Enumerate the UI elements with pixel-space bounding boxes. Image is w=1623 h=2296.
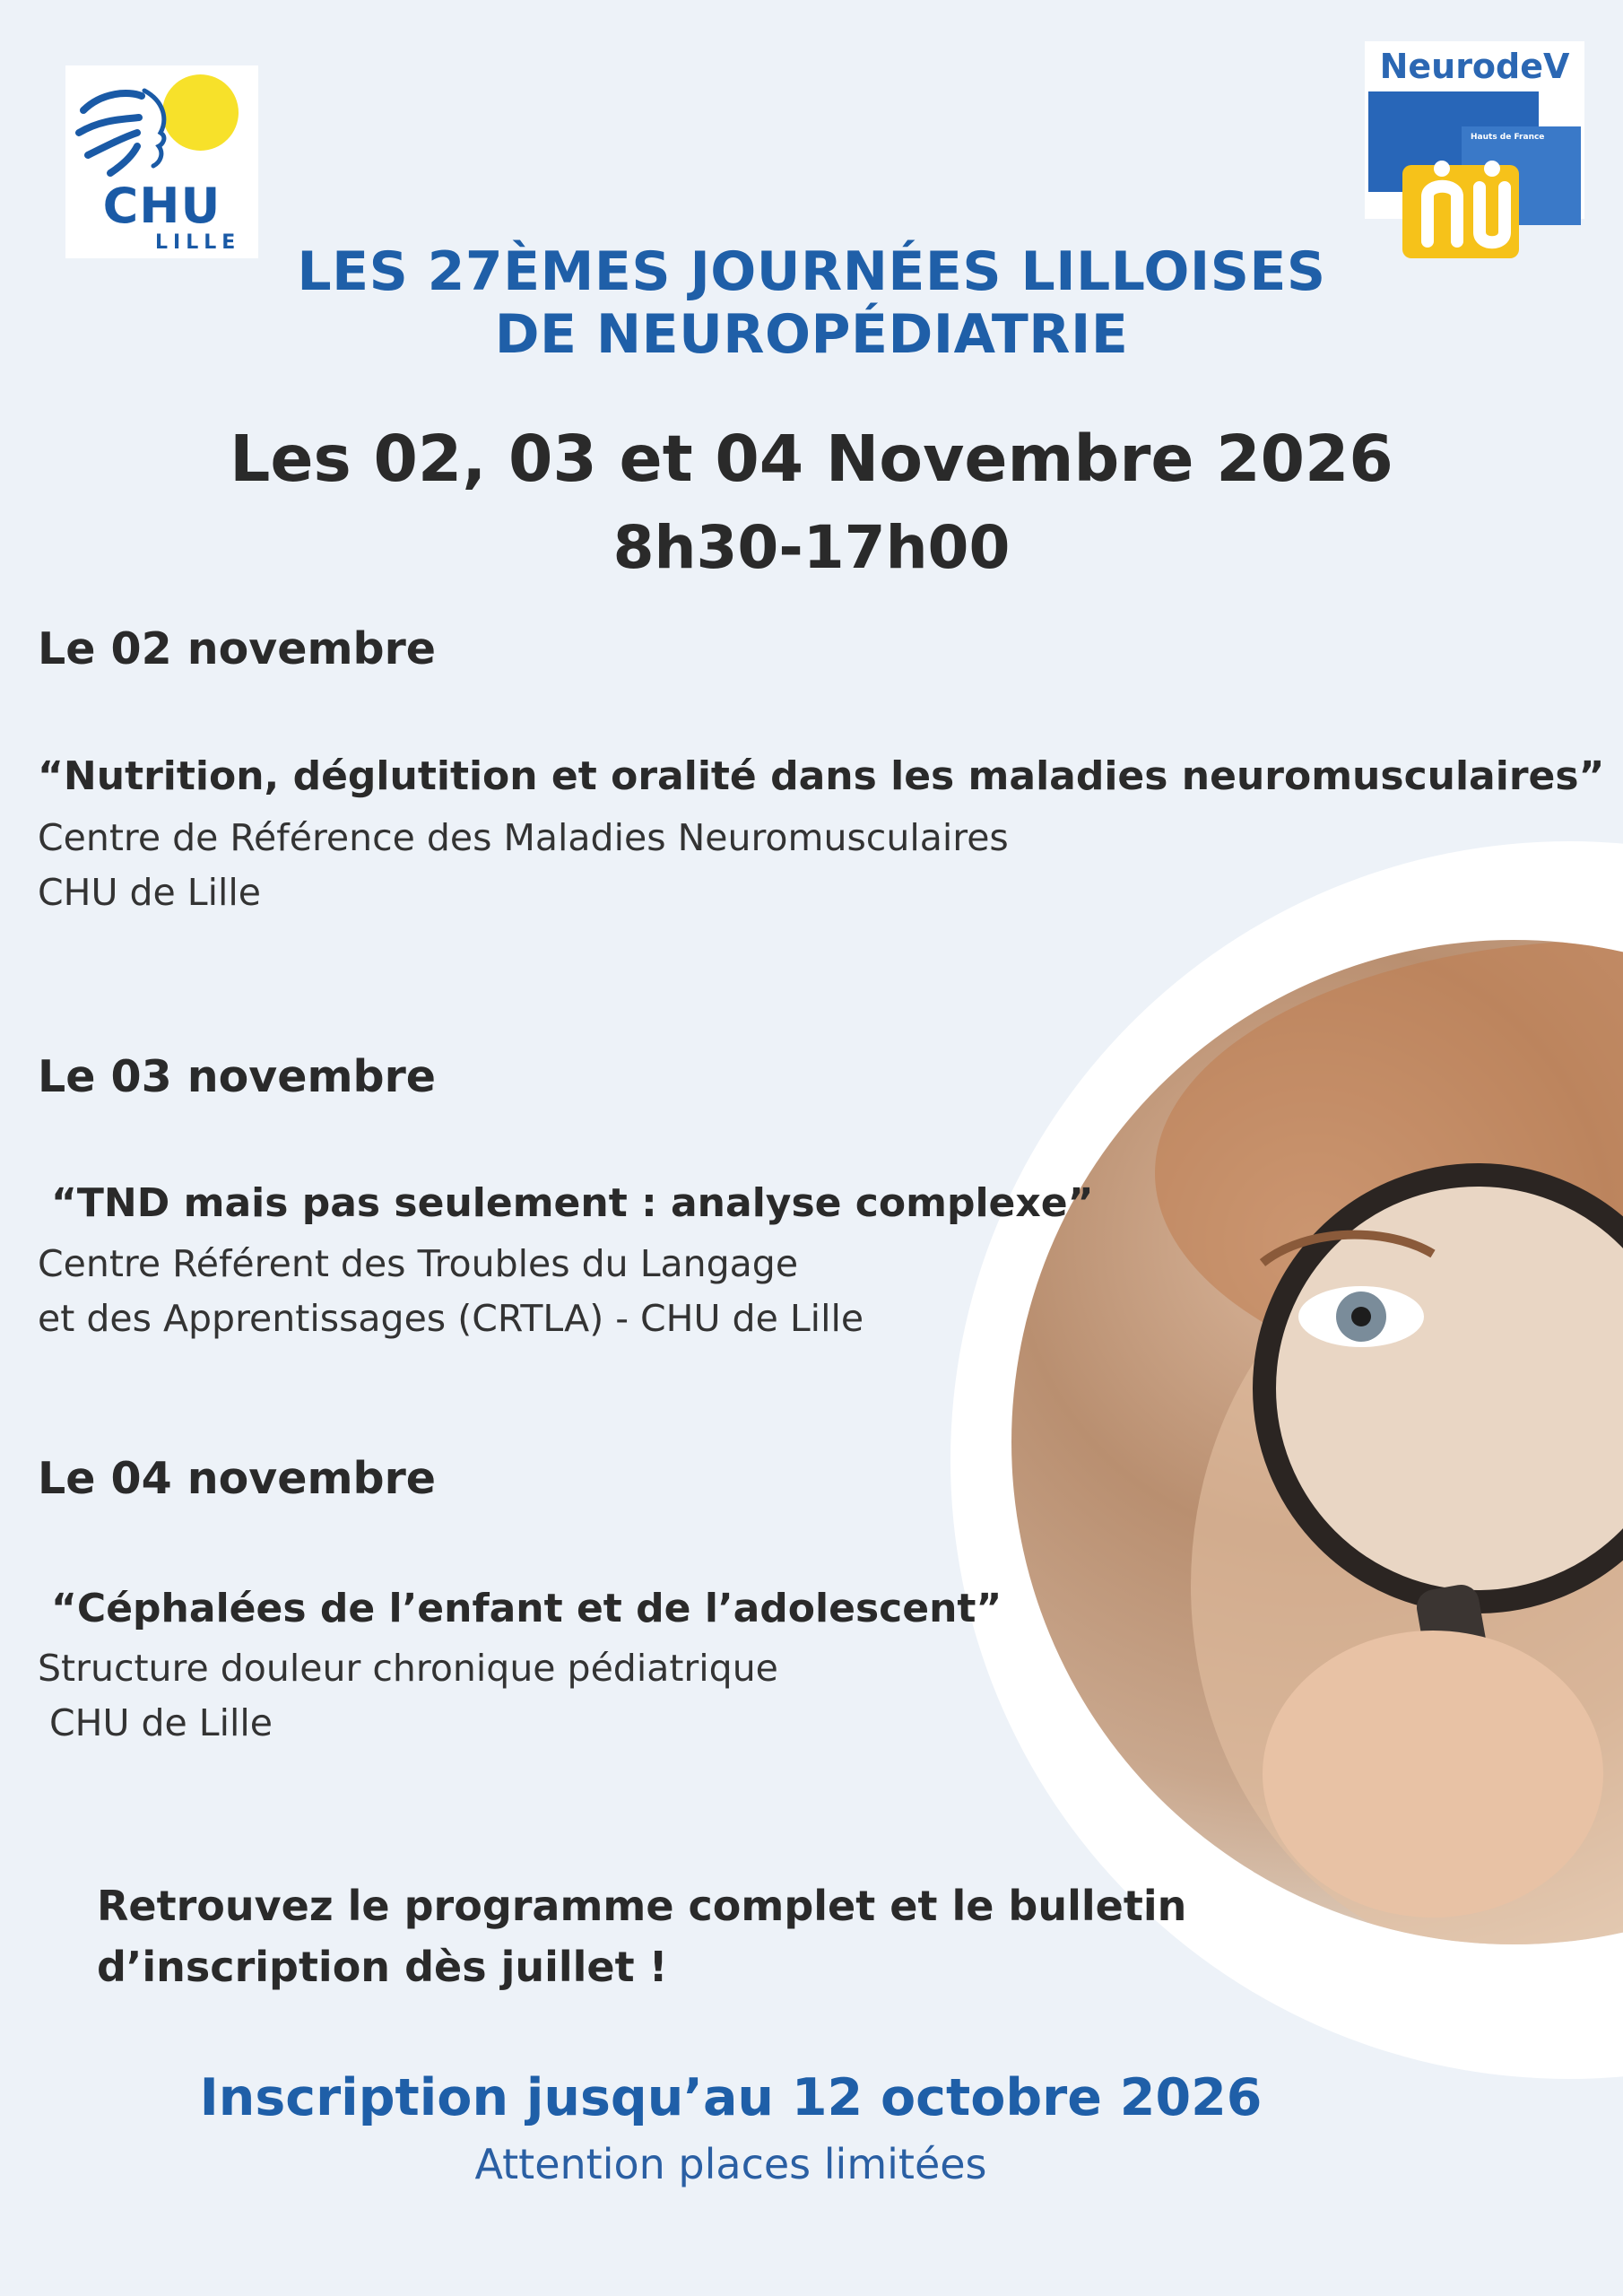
event-title-line2: DE NEUROPÉDIATRIE — [494, 303, 1129, 366]
limited-places-note: Attention places limitées — [474, 2140, 987, 2188]
day-heading-02: Le 02 novembre — [38, 623, 437, 674]
program-announcement-line1: Retrouvez le programme complet et le bulletin — [97, 1882, 1187, 1930]
program-announcement-line2: d’inscription dès juillet ! — [97, 1943, 668, 1991]
registration-deadline: Inscription jusqu’au 12 octobre 2026 — [199, 2068, 1263, 2127]
talk-title-03: “TND mais pas seulement : analyse complexe” — [51, 1180, 1094, 1226]
talk-org-04-line1: Structure douleur chronique pédiatrique — [38, 1647, 778, 1690]
event-hours: 8h30-17h00 — [612, 513, 1011, 582]
event-title-line1: LES 27ÈMES JOURNÉES LILLOISES — [297, 240, 1326, 303]
event-dates: Les 02, 03 et 04 Novembre 2026 — [230, 422, 1393, 496]
talk-title-04: “Céphalées de l’enfant et de l’adolescent” — [51, 1586, 1002, 1631]
chu-logo-text: CHU — [102, 178, 221, 234]
talk-org-02-line1: Centre de Référence des Maladies Neuromusculaires — [38, 816, 1009, 859]
talk-org-04-line2: CHU de Lille — [49, 1701, 273, 1744]
neurodev-logo-text: NeurodeV — [1379, 47, 1570, 86]
talk-org-03-line1: Centre Référent des Troubles du Langage — [38, 1242, 799, 1285]
day-heading-03: Le 03 novembre — [38, 1051, 437, 1102]
talk-org-03-line2: et des Apprentissages (CRTLA) - CHU de Lille — [38, 1297, 864, 1340]
neurodev-subtitle: Hauts de France — [1471, 133, 1545, 142]
face-profile-icon — [74, 83, 182, 182]
talk-title-02: “Nutrition, déglutition et oralité dans les maladies neuromusculaires” — [38, 753, 1605, 799]
chu-lille-logo — [65, 65, 258, 258]
neurodev-logo — [1365, 41, 1584, 219]
day-heading-04: Le 04 novembre — [38, 1453, 437, 1504]
talk-org-02-line2: CHU de Lille — [38, 871, 262, 914]
lille-logo-text: LILLE — [155, 231, 241, 254]
